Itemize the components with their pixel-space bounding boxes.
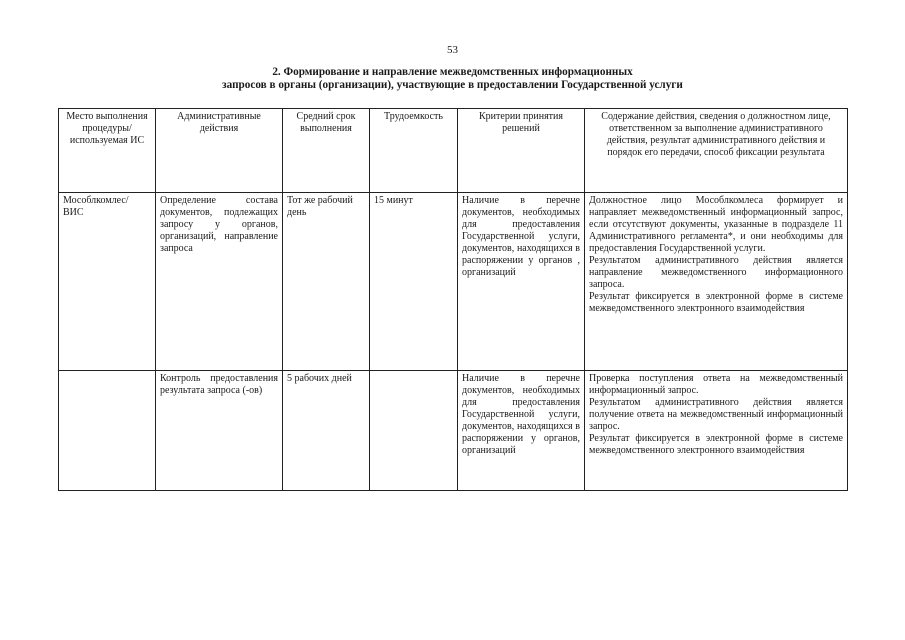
header-actions: Административные действия: [156, 109, 283, 193]
section-title: [140, 66, 765, 92]
header-labor: Трудоемкость: [370, 109, 458, 193]
content-paragraph: Проверка поступления ответа на межведомственный информационный запрос.: [589, 373, 843, 396]
table-row: [59, 371, 848, 491]
cell-term: 5 рабочих дней: [283, 371, 370, 491]
header-place: Место выполнения процедуры/ используемая ИС: [59, 109, 156, 193]
header-criteria: Критерии принятия решений: [458, 109, 585, 193]
content-paragraph: Результат фиксируется в электронной форме в системе межведомственного электронного взаимодействия: [589, 291, 843, 314]
table-header-row: [59, 109, 848, 193]
table-row: [59, 193, 848, 371]
cell-content: [585, 371, 848, 491]
cell-labor: 15 минут: [370, 193, 458, 371]
section-title-line-2: запросов в органы (организации), участвующие в предоставлении Государственной услуги: [222, 79, 683, 91]
cell-criteria: Наличие в перечне документов, необходимых для предоставления Государственной услуги, документов, находящихся в распоряжении у органов, организаций: [458, 371, 585, 491]
page-number: 53: [447, 44, 458, 56]
cell-place: [59, 371, 156, 491]
cell-criteria: Наличие в перечне документов, необходимых для предоставления Государственной услуги, документов, находящихся в распоряжении у органов , организаций: [458, 193, 585, 371]
cell-term: Тот же рабочий день: [283, 193, 370, 371]
cell-action: Определение состава документов, подлежащих запросу у органов, организаций, направление запроса: [156, 193, 283, 371]
content-paragraph: Должностное лицо Мособлкомлеса формирует и направляет межведомственный информационный запрос, если отсутствуют документы, указанные в подразделе 11 Административного регламента*, и они необходимы для предоставления Государственной услуги.: [589, 195, 843, 254]
cell-content: [585, 193, 848, 371]
cell-place: Мособлкомлес/ ВИС: [59, 193, 156, 371]
header-term: Средний срок выполнения: [283, 109, 370, 193]
header-content: Содержание действия, сведения о должностном лице, ответственном за выполнение административного действия, результат административного действия и порядок его передачи, способ фиксации результата: [585, 109, 848, 193]
cell-action: Контроль предоставления результата запроса (-ов): [156, 371, 283, 491]
content-paragraph: Результатом административного действия является получение ответа на межведомственный информационный запрос.: [589, 397, 843, 432]
content-paragraph: Результат фиксируется в электронной форме в системе межведомственного электронного взаимодействия: [589, 433, 843, 456]
section-title-line-1: 2. Формирование и направление межведомственных информационных: [272, 66, 633, 78]
cell-labor: [370, 371, 458, 491]
procedure-table: [58, 108, 848, 491]
content-paragraph: Результатом административного действия является направление межведомственного информационного запроса.: [589, 255, 843, 290]
